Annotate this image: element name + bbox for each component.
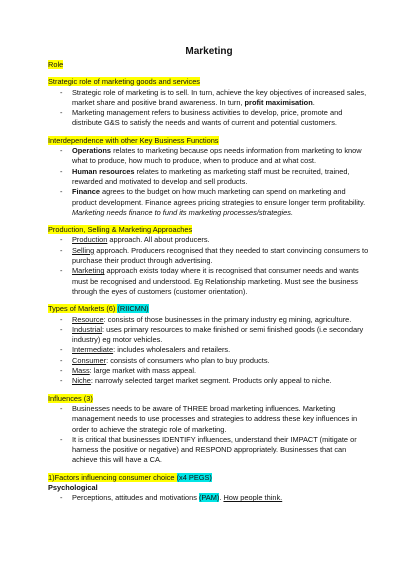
role-heading: Role: [48, 60, 64, 69]
bullet-text: Marketing management refers to business activities to develop, price, promote and distribute G&S to satisfy the needs and wants of current and potential customers.: [72, 108, 343, 128]
bullet-text: approach. All about producers.: [107, 235, 210, 245]
consumer-choice-heading: 1)Factors influencing consumer choice: [48, 472, 177, 482]
bullet-text: approach. Producers recognised that they needed to start convincing consumers to purchase their product through advertising.: [72, 245, 369, 266]
page-title: Marketing: [185, 46, 233, 57]
bullet-text: : narrowly selected target market segment. Products only appeal to niche.: [90, 376, 332, 386]
consumer-choice-section: [48, 473, 370, 504]
market-label: Industrial: [72, 324, 102, 334]
marketing-label: Marketing: [72, 266, 105, 276]
psychological-subheading: Psychological: [48, 482, 98, 492]
bullet-text: : consists of consumers who plan to buy products.: [106, 355, 270, 365]
approaches-section: [48, 225, 370, 297]
hr-label: Human resources: [72, 166, 135, 176]
market-label: Consumer: [72, 355, 107, 365]
list-item: - Consumer: consists of consumers who plan to buy products.: [60, 355, 270, 365]
list-item: - It is critical that businesses IDENTIFY influences, understand their IMPACT (mitigate or harness the positive or negative) and RESPOND appropriately. Businesses that can achieve this will have a CA.: [60, 434, 357, 465]
market-label: Niche: [72, 376, 91, 386]
bullet-text: It is critical that businesses IDENTIFY influences, understand their IMPACT (mitigate or harness the positive or negative) and RESPOND appropriately. Businesses that can achieve this will have a CA.: [72, 434, 357, 465]
list-item: - Production approach. All about producers.: [60, 235, 210, 245]
selling-label: Selling: [72, 245, 95, 255]
types-heading-text: Types of Markets (6): [48, 304, 118, 314]
bullet-text: : uses primary resources to make finished or semi finished goods (i.e secondary industry) eg motor vehicles.: [72, 324, 364, 345]
underlined-text: How people think.: [223, 493, 283, 503]
list-item: - Intermediate: includes wholesalers and retailers.: [60, 345, 231, 355]
strategic-role-heading: Strategic role of marketing goods and services: [48, 77, 200, 87]
market-label: Resource: [72, 314, 104, 324]
list-item: - Finance agrees to the budget on how much marketing can spend on marketing and product development. Finance agrees pricing strategies to ensure longer term profitability. Marketing needs finance to fund its marketing processes/strategies.: [60, 187, 366, 217]
bullet-text: relates to marketing because ops needs information from marketing to know what to produce, how much to produce, when to produce and at what cost.: [72, 146, 362, 166]
list-item: - Marketing management refers to business activities to develop, price, promote and distribute G&S to satisfy the needs and wants of current and potential customers.: [60, 108, 343, 128]
bullet-text: .: [312, 97, 315, 107]
bullet-text: : consists of those businesses in the primary industry eg mining, agriculture.: [103, 314, 352, 324]
bullet-text: agrees to the budget on how much marketing can spend on marketing and product development. Finance agrees pricing strategies to ensure longer term profitability.: [72, 187, 366, 207]
types-of-markets-section: [48, 304, 370, 386]
list-item: - Mass: large market with mass appeal.: [60, 366, 197, 376]
influences-section: [48, 394, 370, 466]
finance-label: Finance: [72, 187, 100, 197]
interdependence-section: [48, 136, 370, 218]
list-item: - Businesses needs to be aware of THREE broad marketing influences. Marketing management needs to use processes and strategies to address these key influences in order to achieve the strategic role of marketing.: [60, 403, 358, 434]
bullet-text: Businesses needs to be aware of THREE broad marketing influences. Marketing management needs to use processes and strategies to address these key influences in order to achieve the strategic role of marketing.: [72, 403, 358, 434]
list-item: - Perceptions, attitudes and motivations (PAM). How people think.: [60, 493, 283, 503]
list-item: - Strategic role of marketing is to sell. In turn, achieve the key objectives of increased sales, market share and positive brand awareness. In turn, profit maximisation.: [60, 87, 367, 107]
pegs-tag: (x4 PEGS): [176, 472, 212, 482]
bullet-text: .: [219, 493, 224, 503]
bold-text: profit maximisation: [244, 97, 313, 107]
italic-text: Marketing needs finance to fund its marketing processes/strategies.: [72, 207, 294, 217]
bullet-text: : large market with mass appeal.: [89, 366, 197, 376]
list-item: - Marketing approach exists today where it is recognised that consumer needs and wants must be recognised and understood. Eg Relationship marketing. Must see the business through the eyes of customers (customer orientation).: [60, 266, 359, 296]
types-heading: [48, 304, 149, 313]
interdependence-heading: Interdependence with other Key Business Functions: [48, 135, 219, 145]
market-label: Mass: [72, 366, 90, 376]
types-acronym: (RIICMN): [117, 304, 149, 314]
list-item: - Selling approach. Producers recognised that they needed to start convincing consumers to purchase their product through advertising.: [60, 245, 369, 266]
bullet-text: : includes wholesalers and retailers.: [113, 345, 231, 355]
list-item: - Niche: narrowly selected target market segment. Products only appeal to niche.: [60, 376, 332, 386]
production-label: Production: [72, 235, 108, 245]
list-item: - Human resources relates to marketing as marketing staff must be recruited, trained, rewarded and motivated to develop and sell products.: [60, 166, 350, 186]
list-item: - Operations relates to marketing because ops needs information from marketing to know what to produce, how much to produce, when to produce and at what cost.: [60, 146, 362, 166]
list-item: - Resource: consists of those businesses in the primary industry eg mining, agriculture.: [60, 314, 352, 324]
list-item: - Industrial: uses primary resources to make finished or semi finished goods (i.e secondary industry) eg motor vehicles.: [60, 324, 364, 345]
bullet-text: approach exists today where it is recognised that consumer needs and wants must be recognised and understood. Eg Relationship marketing. Must see the business through the eyes of customers (customer orientation).: [72, 266, 359, 296]
pam-tag: (PAM): [198, 493, 220, 503]
influences-heading: Influences (3): [48, 393, 93, 403]
approaches-heading: Production, Selling & Marketing Approaches: [48, 225, 193, 235]
bullet-text: Perceptions, attitudes and motivations: [72, 493, 199, 503]
role-section: [48, 60, 370, 70]
bullet-text: Strategic role of marketing is to sell. In turn, achieve the key objectives of increased sales, market share and positive brand awareness. In turn,: [72, 87, 367, 107]
market-label: Intermediate: [72, 345, 114, 355]
bullet-text: relates to marketing as marketing staff must be recruited, trained, rewarded and motivated to develop and sell products.: [72, 166, 350, 186]
strategic-role-section: [48, 77, 370, 128]
operations-label: Operations: [72, 146, 112, 156]
